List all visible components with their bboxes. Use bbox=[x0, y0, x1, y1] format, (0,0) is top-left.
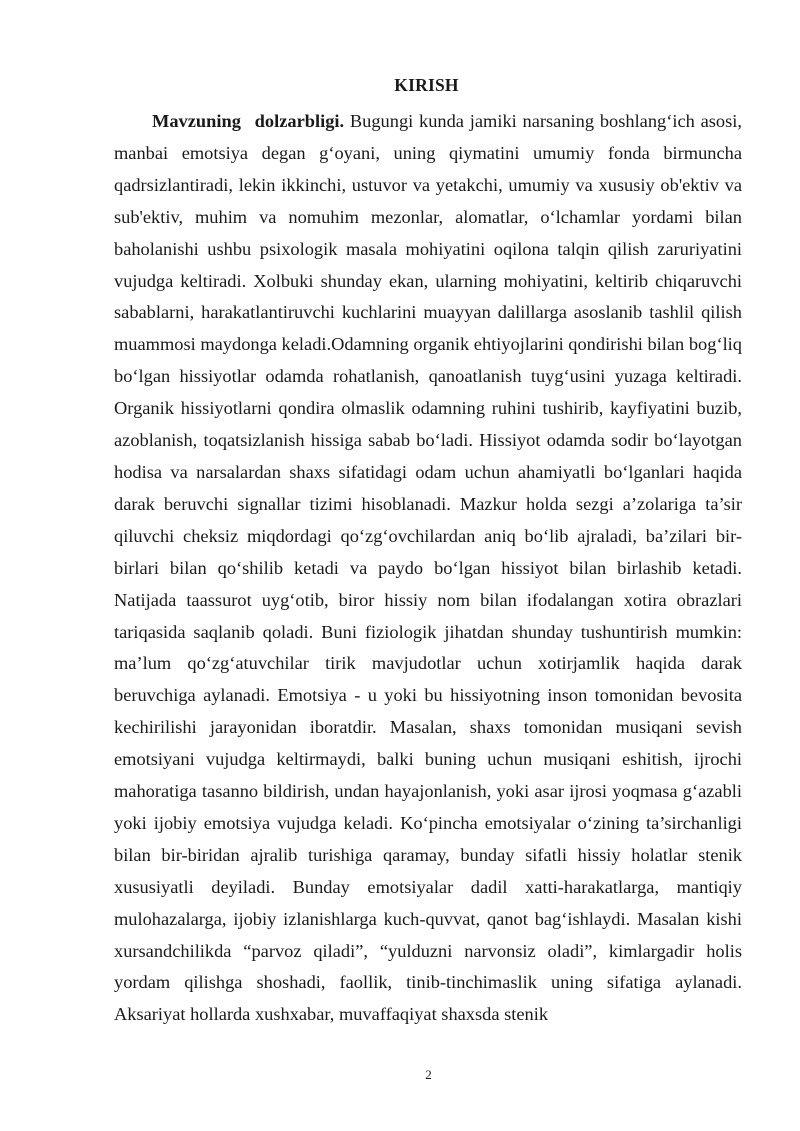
paragraph-lead: Mavzuning dolzarbligi. bbox=[152, 111, 345, 131]
body-paragraph bbox=[114, 106, 742, 1031]
section-heading: KIRISH bbox=[394, 75, 459, 95]
paragraph-text: Bugungi kunda jamiki narsaning boshlang‘ich asosi, manbai emotsiya degan g‘oyani, uning qiymatini umumiy fonda birmuncha qadrsizlantiradi, lekin ikkinchi, ustuvor va yetakchi, umumiy va xususiy ob'ektiv va sub'ektiv, muhim va nomuhim mezonlar, alomatlar, o‘lchamlar yordami bilan baholanishi ushbu psixologik masala mohiyatini oqilona talqin qilish zaruriyatini vujudga keltiradi. Xolbuki shunday ekan, ularning mohiyatini, keltirib chiqaruvchi sabablarni, harakatlantiruvchi kuchlarini muayyan dalillarga asoslanib tashlil qilish muammosi maydonga keladi.Odamning organik ehtiyojlarini qondirishi bilan bog‘liq bo‘lgan hissiyotlar odamda rohatlanish, qanoatlanish tuyg‘usini yuzaga keltiradi. Organik hissiyotlarni qondira olmaslik odamning ruhini tushirib, kayfiyatini buzib, azoblanish, toqatsizlanish hissiga sabab bo‘ladi. Hissiyot odamda sodir bo‘layotgan hodisa va narsalardan shaxs sifatidagi odam uchun ahamiyatli bo‘lganlari haqida darak beruvchi signallar tizimi hisoblanadi. Mazkur holda sezgi a’zolariga ta’sir qiluvchi cheksiz miqdordagi qo‘zg‘ovchilardan aniq bo‘lib ajraladi, ba’zilari bir-birlari bilan qo‘shilib ketadi va paydo bo‘lgan hissiyot bilan birlashib ketadi. Natijada taassurot uyg‘otib, biror hissiy nom bilan ifodalangan xotira obrazlari tariqasida saqlanib qoladi. Buni fiziologik jihatdan shunday tushuntirish mumkin: ma’lum qo‘zg‘atuvchilar tirik mavjudotlar uchun xotirjamlik haqida darak beruvchiga aylanadi. Emotsiya - u yoki bu hissiyotning inson tomonidan bevosita kechirilishi jarayonidan iboratdir. Masalan, shaxs tomonidan musiqani sevish emotsiyani vujudga keltirmaydi, balki buning uchun musiqani eshitish, ijrochi mahoratiga tasanno bildirish, undan hayajonlanish, yoki asar ijrosi yoqmasa g‘azabli yoki ijobiy emotsiya vujudga keladi. Ko‘pincha emotsiyalar o‘zining ta’sirchanligi bilan bir-biridan ajralib turishiga qaramay, bunday sifatli hissiy holatlar stenik xususiyatli deyiladi. Bunday emotsiyalar dadil xatti-harakatlarga, mantiqiy mulohazalarga, ijobiy izlanishlarga kuch-quvvat, qanot bag‘ishlaydi. Masalan kishi xursandchilikda “parvoz qiladi”, “yulduzni narvonsiz oladi”, kimlargadir holis yordam qilishga shoshadi, faollik, tinib-tinchimaslik uning sifatiga aylanadi. Aksariyat hollarda xushxabar, muvaffaqiyat shaxsda stenik bbox=[114, 111, 742, 1025]
page-number: 2 bbox=[425, 1067, 432, 1082]
